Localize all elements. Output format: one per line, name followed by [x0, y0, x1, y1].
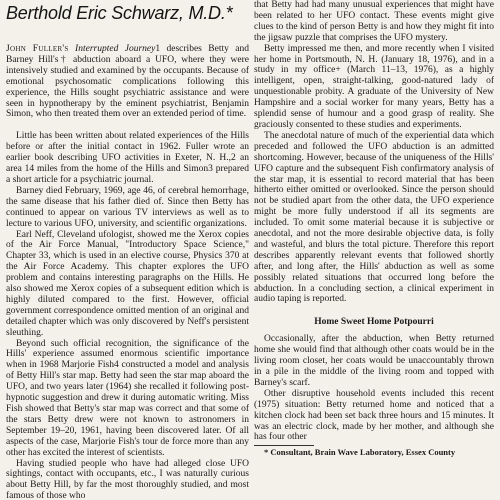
paragraph: The anecdotal nature of much of the experiential data which preceded and followed the UFO abduction is an admitted shortcoming. However, because of the uniqueness of the Hills' UFO capture and the subsequent Fish confirmatory analysis of the star map, it is essential to record material that has been hitherto either omitted or overlooked. Since the person should not be studied apart from the other data, the UFO experience might be more fully understood if all its segments are included. To omit some material because it is subjective or anecdotal, and not the more desirable objective data, is folly and wasteful, and blurs the total picture. Therefore this report describes apparently relevant events that followed shortly after, and long after, the Hills' abduction as well as some possibly related situations that occurred long before the abduction. In a concluding section, a clinical experiment in audio taping is reported.	[254, 130, 494, 305]
paragraph-continued: that Betty had had many unusual experiences that might have been related to her UFO contact. These events might give clues to the kind of person Betty is and how they might fit into the jigsaw puzzle that comprises the UFO mystery.	[254, 0, 494, 43]
intro-lead-in: John Fuller's	[6, 44, 69, 54]
section-heading: Home Sweet Home Potpourri	[314, 317, 434, 328]
paragraph: Little has been written about related experiences of the Hills before or after the initial contact in 1962. Fuller wrote an earlier book describing UFO activities in Exeter, N. H.,2 an area 14 miles from the home of the Hills and Simon3 prepared a short article for a psychiatric journal.	[6, 131, 249, 185]
left-column	[6, 44, 249, 500]
paragraph: Earl Neff, Cleveland ufologist, showed me the Xerox copies of the Air Force Manual, "Introductory Space Science," Chapter 33, which is used in an elective course, Physics 370 at the Air Force Academy. This chapter explores the UFO problem and contains interesting paragraphs on the Hills. He also showed me Xerox copies of a subsequent edition which is highly diluted compared to the first. However, official government correspondence omitted mention of an original and detailed chapter which was only discovered by Neff's persistent sleuthing.	[6, 229, 249, 338]
right-column	[254, 0, 494, 500]
footnote: * Consultant, Brain Wave Laboratory, Essex County	[264, 447, 456, 458]
paragraph: Having studied people who have had alleged close UFO sightings, contact with occupants, etc., I was naturally curious about Betty Hill, by far the most thoroughly studied, and most famous of those who	[6, 458, 249, 500]
author-heading: Berthold Eric Schwarz, M.D.*	[6, 3, 233, 23]
paragraph: Other disruptive household events included this recent (1975) situation: Betty returned home and noticed that a kitchen clock had been set back three hours and 15 minutes. It was an electric clock, made by her mother, and although she has four other	[254, 388, 494, 443]
paragraph: Barney died February, 1969, age 46, of cerebral hemorrhage, the same disease that his father died of. Since then Betty has continued to appear on various TV interviews as well as to lecture to various UFO, university, and scientific organizations.	[6, 185, 249, 229]
book-title: Interrupted Journey	[75, 44, 156, 54]
paragraph: Occasionally, after the abduction, when Betty returned home she would find that although other coats would be in the living room closet, her coats would be unaccountably thrown in a pile in the middle of the living room and topped with Barney's scarf.	[254, 334, 494, 388]
paragraph: Beyond such official recognition, the significance of the Hills' experience assumed enormous scientific importance when in 1968 Marjorie Fish4 constructed a model and analysis of Betty Hill's star map. Betty had seen the star map aboard the UFO, and two years later (1964) she recalled it following post-hypnotic suggestion and drew it during automatic writing. Miss Fish showed that Betty's star map was correct and that some of the stars Betty drew were not known to astronomers in September 19–20, 1961, having been discovered later. Of all aspects of the case, Marjorie Fish's tour de force more than any other has excited the interest of scientists.	[6, 338, 249, 458]
paragraph-intro	[6, 44, 249, 120]
paragraph: Betty impressed me then, and more recently when I visited her home in Portsmouth, N. H. (January 18, 1976), and in a study in my office+ (March 11–13, 1976), as a highly intelligent, open, straight-talking, good-natured lady of unquestionable probity. A graduate of the University of New Hampshire and a social worker for many years, Betty has a splendid sense of humour and a good grasp of reality. She graciously consented to these studies and experiments.	[254, 43, 494, 130]
footnote-divider	[254, 445, 314, 446]
intro-body: 1 describes Betty and Barney Hill's† abduction aboard a UFO, where they were intensively studied and examined by the occupants. Because of emotional psychosomatic complications following this experience, the Hills sought psychiatric assistance and were seen in hypnotherapy by the eminent psychiatrist, Benjamin Simon, who then treated them over an extended period of time.	[6, 44, 249, 120]
